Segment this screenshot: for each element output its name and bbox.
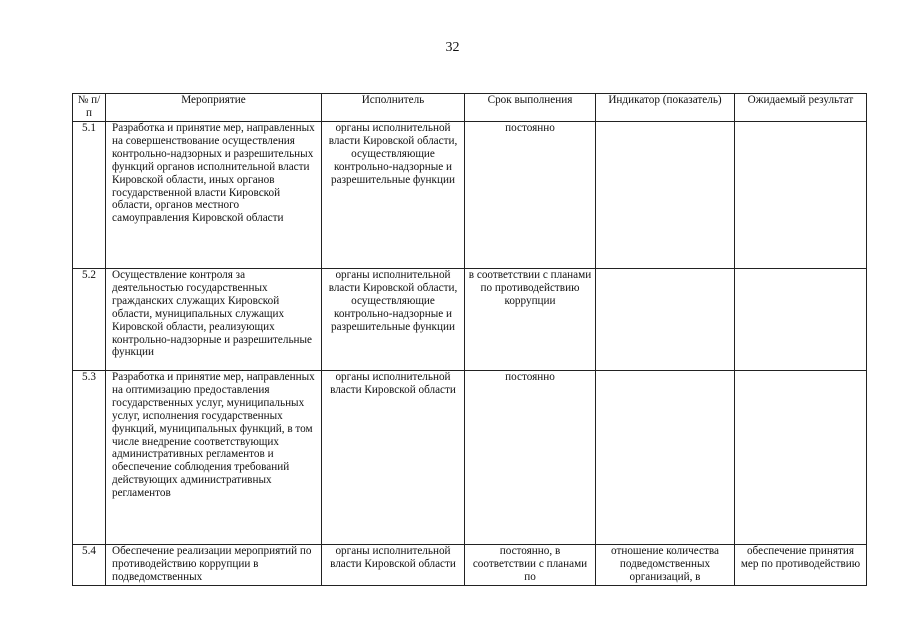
cell-indicator: [596, 122, 735, 269]
header-indicator: Индикатор (показатель): [596, 94, 735, 122]
cell-indicator: [596, 269, 735, 371]
cell-activity: Разработка и принятие мер, направленных на оптимизацию предоставления государственных услуг, муниципальных услуг, исполнения государственных функций, муниципальных функций, в том числе внедрение соответствующих административных регламентов и обеспечение соблюдения требований действующих административных регламентов: [106, 371, 322, 545]
table-row: [73, 122, 867, 269]
cell-term: постоянно: [465, 122, 596, 269]
cell-executor: органы исполнительной власти Кировской области, осуществляющие контрольно-надзорные и разрешительные функции: [322, 269, 465, 371]
page-number: 32: [445, 40, 460, 55]
cell-indicator: [596, 371, 735, 545]
header-result: Ожидаемый результат: [735, 94, 867, 122]
cell-executor: органы исполнительной власти Кировской области: [322, 545, 465, 586]
cell-activity: Осуществление контроля за деятельностью государственных гражданских служащих Кировской области, муниципальных служащих Кировской области, реализующих контрольно-надзорные и разрешительные функции: [106, 269, 322, 371]
cell-num: 5.2: [73, 269, 106, 371]
table-header-row: [73, 94, 867, 122]
cell-activity: Обеспечение реализации мероприятий по противодействию коррупции в подведомственных: [106, 545, 322, 586]
cell-result: [735, 122, 867, 269]
cell-result: обеспечение принятия мер по противодействию: [735, 545, 867, 586]
table-row: [73, 545, 867, 586]
cell-term: в соответствии с планами по противодействию коррупции: [465, 269, 596, 371]
cell-num: 5.1: [73, 122, 106, 269]
header-term: Срок выполнения: [465, 94, 596, 122]
header-activity: Мероприятие: [106, 94, 322, 122]
measures-table: [72, 93, 867, 586]
cell-executor: органы исполнительной власти Кировской области: [322, 371, 465, 545]
header-num: № п/п: [73, 94, 106, 122]
cell-result: [735, 371, 867, 545]
cell-term: постоянно: [465, 371, 596, 545]
header-executor: Исполнитель: [322, 94, 465, 122]
cell-result: [735, 269, 867, 371]
cell-num: 5.3: [73, 371, 106, 545]
cell-num: 5.4: [73, 545, 106, 586]
cell-term: постоянно, в соответствии с планами по: [465, 545, 596, 586]
cell-indicator: отношение количества подведомственных организаций, в: [596, 545, 735, 586]
table-row: [73, 269, 867, 371]
cell-executor: органы исполнительной власти Кировской области, осуществляющие контрольно-надзорные и разрешительные функции: [322, 122, 465, 269]
cell-activity: Разработка и принятие мер, направленных на совершенствование осуществления контрольно-надзорных и разрешительных функций органов исполнительной власти Кировской области, иных органов государственной власти Кировской области, органов местного самоуправления Кировской области: [106, 122, 322, 269]
table-row: [73, 371, 867, 545]
